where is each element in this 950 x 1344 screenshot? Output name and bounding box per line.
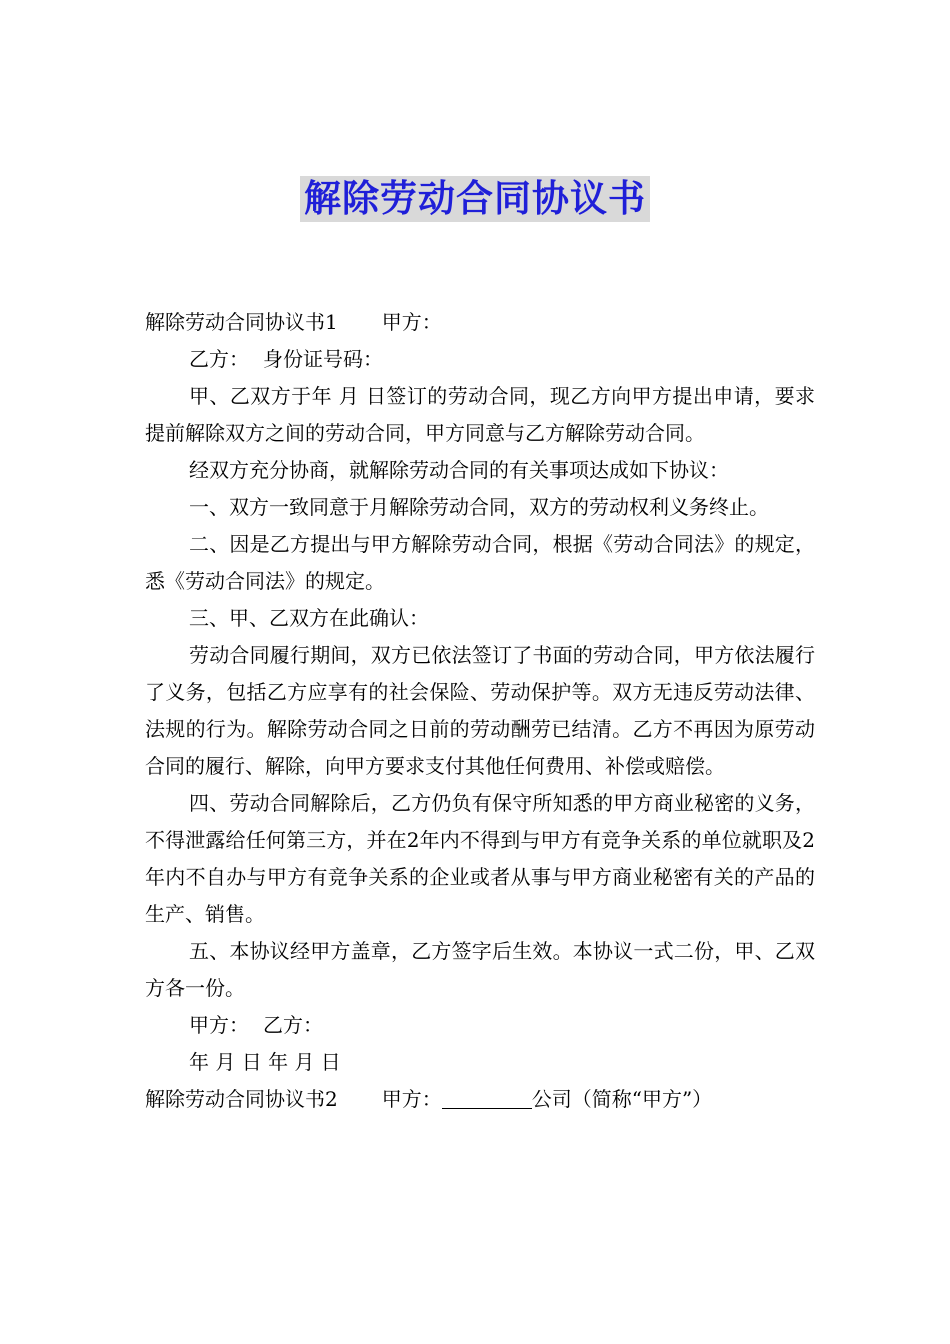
- clause-2: 二、因是乙方提出与甲方解除劳动合同，根据《劳动合同法》的规定，悉《劳动合同法》的规定。: [145, 532, 815, 593]
- document-title: 解除劳动合同协议书: [300, 176, 650, 222]
- paragraph: 劳动合同履行期间，双方已依法签订了书面的劳动合同，甲方依法履行了义务，包括乙方应享有的社会保险、劳动保护等。双方无违反劳动法律、法规的行为。解除劳动合同之日前的劳动酬劳已结清。乙方不再因为原劳动合同的履行、解除，向甲方要求支付其他任何费用、补偿或赔偿。: [145, 643, 815, 778]
- signature-party-b: 乙方：: [263, 1013, 323, 1037]
- date-line: 年 月 日 年 月 日: [189, 1050, 341, 1074]
- party-a-label: 甲方：: [381, 310, 442, 334]
- paragraph: 甲、乙双方于年 月 日签订的劳动合同，现乙方向甲方提出申请，要求提前解除双方之间的劳动合同，甲方同意与乙方解除劳动合同。: [145, 384, 815, 445]
- clause-3: 三、甲、乙双方在此确认：: [189, 606, 429, 630]
- agreement2-heading: 解除劳动合同协议书2: [145, 1087, 338, 1111]
- party-a-label-2: 甲方：: [381, 1087, 442, 1111]
- company-suffix: 公司（简称“甲方”）: [531, 1087, 713, 1111]
- clause-4: 四、劳动合同解除后，乙方仍负有保守所知悉的甲方商业秘密的义务，不得泄露给任何第三方，并在2年内不得到与甲方有竞争关系的单位就职及2年内不自办与甲方有竞争关系的企业或者从事与甲方商业秘密有关的产品的生产、销售。: [145, 791, 815, 926]
- id-number-label: 身份证号码：: [263, 347, 383, 371]
- clause-1: 一、双方一致同意于月解除劳动合同，双方的劳动权利义务终止。: [189, 495, 769, 519]
- blank-underline: [442, 1088, 532, 1109]
- title-container: [0, 176, 950, 222]
- party-b-label: 乙方：: [189, 347, 249, 371]
- agreement1-heading-line: [145, 304, 815, 341]
- signature-line: [145, 1007, 815, 1044]
- paragraph: 经双方充分协商，就解除劳动合同的有关事项达成如下协议：: [189, 458, 729, 482]
- agreement2-heading-line: [145, 1081, 815, 1118]
- clause-5: 五、本协议经甲方盖章，乙方签字后生效。本协议一式二份，甲、乙双方各一份。: [145, 939, 815, 1000]
- document-body: [145, 304, 815, 1118]
- signature-party-a: 甲方：: [189, 1013, 249, 1037]
- agreement1-heading: 解除劳动合同协议书1: [145, 310, 338, 334]
- party-b-line: [145, 341, 815, 378]
